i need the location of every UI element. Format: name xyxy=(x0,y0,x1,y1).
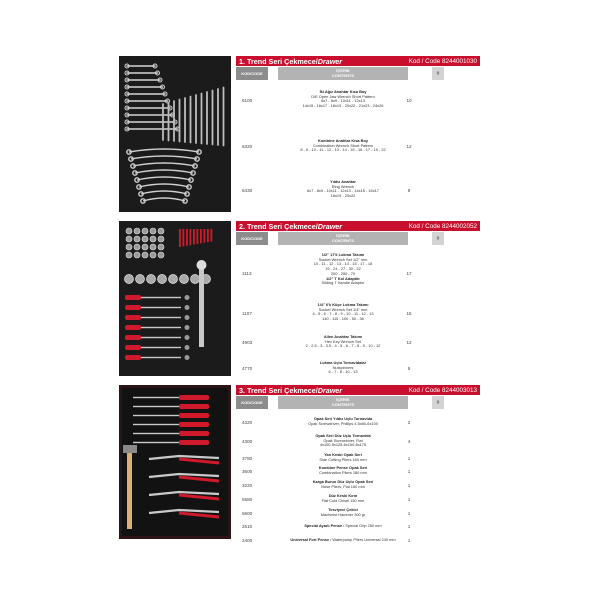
section-header xyxy=(236,56,480,66)
screwdriver-handle xyxy=(125,305,141,310)
section-header xyxy=(236,221,480,231)
socket xyxy=(126,252,132,258)
col-code-header: KOD/CODE xyxy=(236,232,268,245)
wrench-tray-illustration xyxy=(119,56,231,212)
socket-tray-illustration xyxy=(119,221,231,376)
allen-key xyxy=(200,229,202,243)
section-title: 3. Trend Seri Çekmece/Drawer xyxy=(239,385,343,395)
screwdriver-shaft xyxy=(133,424,179,425)
screwdriver-shaft xyxy=(141,337,181,338)
small-socket xyxy=(185,345,190,350)
ratchet-head xyxy=(197,260,207,270)
screwdriver-shaft xyxy=(141,327,181,328)
socket xyxy=(158,252,164,258)
socket xyxy=(134,236,140,242)
large-socket xyxy=(136,275,145,284)
screwdriver-shaft xyxy=(141,297,181,298)
col-qty-header: # xyxy=(432,396,444,409)
small-socket xyxy=(185,335,190,340)
screwdriver-shaft xyxy=(141,317,181,318)
socket xyxy=(158,244,164,250)
screwdriver-handle xyxy=(125,295,141,300)
screwdriver-handle xyxy=(125,335,141,340)
col-content-header: İÇERİK CONTENTS xyxy=(278,232,408,245)
section-title: 2. Trend Seri Çekmece/Drawer xyxy=(239,221,343,231)
column-header xyxy=(236,67,480,80)
screwdriver-handle xyxy=(179,440,209,445)
allen-key xyxy=(183,229,185,246)
small-socket xyxy=(185,315,190,320)
socket xyxy=(134,252,140,258)
screwdriver-shaft xyxy=(133,433,179,434)
socket xyxy=(150,244,156,250)
socket xyxy=(126,244,132,250)
col-code-header: KOD/CODE xyxy=(236,396,268,409)
screwdriver-shaft xyxy=(133,406,179,407)
col-code-header: KOD/CODE xyxy=(236,67,268,80)
section-code: Kod / Code 8244003013 xyxy=(408,386,477,394)
col-content-header: İÇERİK CONTENTS xyxy=(278,396,408,409)
socket xyxy=(158,228,164,234)
screwdriver-handle xyxy=(125,355,141,360)
ratchet-handle xyxy=(199,267,204,347)
col-qty-header: # xyxy=(432,232,444,245)
section-code: Kod / Code 8244002052 xyxy=(408,222,477,230)
screwdriver-handle xyxy=(179,395,209,400)
large-socket xyxy=(191,275,200,284)
screwdriver-handle xyxy=(179,422,209,427)
small-socket xyxy=(185,305,190,310)
allen-key xyxy=(197,229,199,244)
large-socket xyxy=(125,275,134,284)
small-socket xyxy=(185,295,190,300)
socket xyxy=(142,236,148,242)
drawer-photo-sockets xyxy=(119,221,231,376)
screwdriver-handle xyxy=(179,413,209,418)
allen-key xyxy=(207,229,209,242)
section-header xyxy=(236,385,480,395)
large-socket xyxy=(169,275,178,284)
large-socket xyxy=(158,275,167,284)
pliers-tray-illustration xyxy=(119,385,231,539)
socket xyxy=(126,236,132,242)
small-socket xyxy=(185,355,190,360)
hammer-handle xyxy=(127,449,132,529)
socket xyxy=(134,228,140,234)
screwdriver-shaft xyxy=(133,397,179,398)
socket xyxy=(150,236,156,242)
screwdriver-handle xyxy=(179,404,209,409)
drawer-section-1: 1. Trend Seri Çekmece/Drawer Kod / Code 8244001030 KOD/CODE İÇERİK CONTENTS # 6100 İki Ağız Anahtar Kısa Boy D/E Open Jaw Wrench Short Pattern 6x7 - 8x9 - 10x11 - 12x13 14x15 - 16x17 - 18x19 - 20x22 - 21x23 - 24x26 10 6320 Kombine Anahtar Kısa Boy Combination Wrench Short Pattern 8 - 9 - 10 - 11 - 12 - 13 - 14 - 15 - 16 - 17 - 19 - 22 12 6430 Yıldız Anahtar Ring Wrench 6x7 - 8x9 - 10x11 - 12x13 - 14x15 - 16x17 18x19 - 20x22 8 xyxy=(236,56,480,206)
drawer-photo-wrenches xyxy=(119,56,231,212)
screwdriver-shaft xyxy=(141,357,181,358)
large-socket xyxy=(180,275,189,284)
screwdriver-handle xyxy=(125,315,141,320)
allen-key xyxy=(190,229,192,245)
drawer-section-3: 3. Trend Seri Çekmece/Drawer Kod / Code 8244003013 KOD/CODE İÇERİK CONTENTS # 4320 Opak Seri Yıldız Uçlu Tornavida Opak Screwdriver, Phillips 4.5x80-6x100 2 4300 Opak Seri Düz Uçlu Tornavida Opak Screwdriver, Flat 4x100-5x125-6x150-8x175 4 3780 Yan Keski Opak Seri Side Cutting Pliers 160 mm 1 3600 Kombine Pense Opak Seri Combination Pliers 180 mm 1 3220 Karga Burun Düz Uçlu Opak Seri Nose Pliers, Flat 160 mm 1 5580 Düz Keski Kırın Flat Cold Chisel 150 mm 1 5600 Tesviyeci Çekici Machinist Hammer 300 gr 1 2510 Special Ayarlı Pense / Special Grip 250 mm 1 2400 Universal Fort Pense / Waterpump Pliers Universal 240 mm 1 xyxy=(236,385,480,545)
col-qty-header: # xyxy=(432,67,444,80)
screwdriver-handle xyxy=(125,345,141,350)
socket xyxy=(150,228,156,234)
section-title: 1. Trend Seri Çekmece/Drawer xyxy=(239,56,343,66)
allen-key xyxy=(179,229,181,247)
drawer-photo-pliers xyxy=(119,385,231,539)
socket xyxy=(142,228,148,234)
drawer-section-2: 2. Trend Seri Çekmece/Drawer Kod / Code 8244002052 KOD/CODE İÇERİK CONTENTS # 1113 1/2" 17'li Lokma Takımı Socket Wrench Set 1/2" mm 10 - 11 - 12 - 13 - 14 - 15 - 17 - 18 19 - 24 - 27 - 30 - 32 200 - 250 - 70 1/2" T Kol Adaptör Sliding T Handle Adaptor 17 1107 1/4" 6'lı Küçe Lokma Takımı Socket Wrench Set 1/4" mm 4 - 5 - 6 - 7 - 8 - 9 - 10 - 11 - 12 - 13 140 - 115 - 100 - 50 - 36 15 4903 Allen Anahtar Takımı Hex Key Wrench Set 2 - 2.5 - 3 - 3.5 - 4 - 5 - 6 - 7 - 8 - 9 - 10 - 12 12 4770 Lokma Uçlu Tornavidalar Nutspinners 6 - 7 - 8 - 10 - 13 5 xyxy=(236,221,480,381)
screwdriver-handle xyxy=(125,325,141,330)
hammer-head xyxy=(123,445,137,453)
allen-key xyxy=(211,229,213,242)
screwdriver-shaft xyxy=(141,347,181,348)
socket xyxy=(142,244,148,250)
screwdriver-handle xyxy=(179,431,209,436)
section-code: Kod / Code 8244001030 xyxy=(408,57,477,65)
small-socket xyxy=(185,325,190,330)
screwdriver-shaft xyxy=(133,415,179,416)
socket xyxy=(150,252,156,258)
allen-key xyxy=(193,229,195,245)
allen-key xyxy=(186,229,188,246)
socket xyxy=(134,244,140,250)
col-content-header: İÇERİK CONTENTS xyxy=(278,67,408,80)
socket xyxy=(158,236,164,242)
socket xyxy=(126,228,132,234)
large-socket xyxy=(147,275,156,284)
screwdriver-shaft xyxy=(133,442,179,443)
column-header xyxy=(236,396,480,409)
socket xyxy=(142,252,148,258)
column-header xyxy=(236,232,480,245)
screwdriver-shaft xyxy=(141,307,181,308)
allen-key xyxy=(204,229,206,243)
